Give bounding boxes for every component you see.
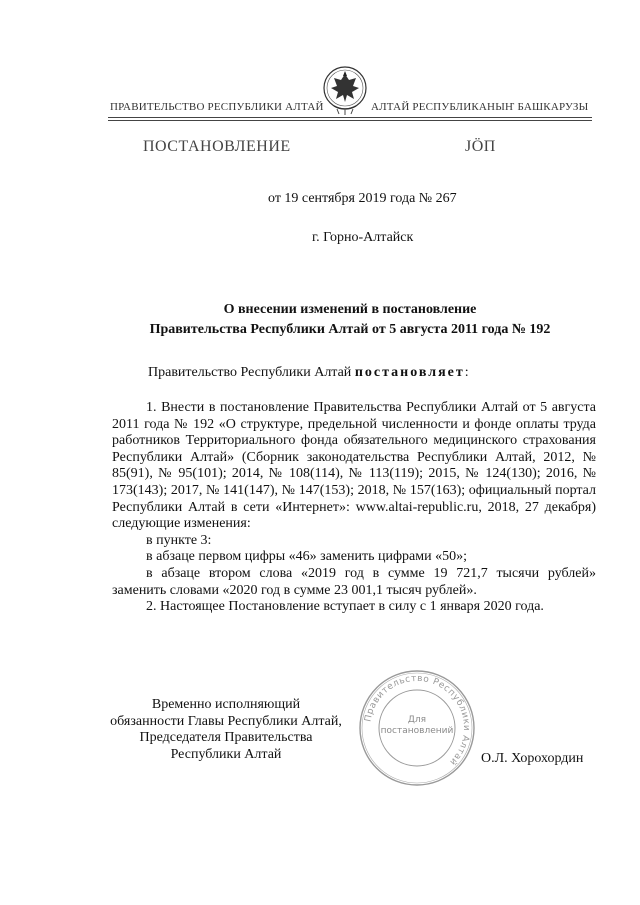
decree-statement [148,365,469,381]
stamp-center-line2: постановлений [380,726,454,736]
decree-body [112,400,596,616]
signatory-position [92,697,360,763]
body-paragraph-2: в пункте 3: [146,532,212,548]
org-name-altai: АЛТАЙ РЕСПУБЛИКАНЫҤ БАШКАРУЗЫ [371,101,589,113]
signatory-line3: Председателя Правительства [139,730,313,745]
doc-type-altai: ЈӦП [465,138,496,155]
decree-title [100,300,600,340]
org-name-russian: ПРАВИТЕЛЬСТВО РЕСПУБЛИКИ АЛТАЙ [110,101,324,113]
doc-type-russian: ПОСТАНОВЛЕНИЕ [143,138,291,155]
stamp-center-text [380,715,454,737]
altai-eagle-emblem-icon [322,62,368,116]
signatory-line4: Республики Алтай [170,746,282,762]
decree-title-line1: О внесении изменений в постановление [223,302,477,317]
decree-city: г. Горно-Алтайск [312,230,414,245]
body-paragraph-4: в абзаце втором слова «2019 год в сумме 19 721,7 тысячи рублей» заменить словами «2020 год в сумме 23 001,1 тысяч рублей». [112,565,596,598]
body-paragraph-1: 1. Внести в постановление Правительства Республики Алтай от 5 августа 2011 года № 192 «О структуре, предельной численности и фонде оплаты труда работников Территориального фонда обязательного медицинского страхования Республики Алтай» (Сборник законодательства Республики Алтай, 2012, № 85(91), № 95(101); 2014, № 108(114), № 113(119); 2015, № 124(130); 2016, № 173(143); 2017, № 141(147), № 147(153); 2018, № 157(163); официальный портал Республики Алтай в сети «Интернет»: www.altai-republic.ru, 2018, 27 декабря) следующие изменения: [112,400,596,532]
header-divider [108,117,592,118]
signatory-line2: обязанности Главы Республики Алтай, [110,713,342,729]
stamp-center-line1: Для [407,715,427,725]
stamp-ring-text: Правительство Республики Алтай [363,673,472,768]
signatory-line1: Временно исполняющий [151,697,301,712]
header-divider-secondary [108,120,592,121]
decree-colon: : [464,365,469,380]
signatory-name: О.Л. Хорохордин [481,751,584,766]
body-paragraph-5: 2. Настоящее Постановление вступает в силу с 1 января 2020 года. [146,599,544,615]
body-paragraph-3: в абзаце первом цифры «46» заменить цифрами «50»; [146,549,467,565]
decree-subject: Правительство Республики Алтай [148,365,352,380]
decree-verb: постановляет [354,365,465,380]
decree-date-number: от 19 сентября 2019 года № 267 [268,191,457,206]
decree-title-line2: Правительства Республики Алтай от 5 августа 2011 года № 192 [149,322,551,337]
